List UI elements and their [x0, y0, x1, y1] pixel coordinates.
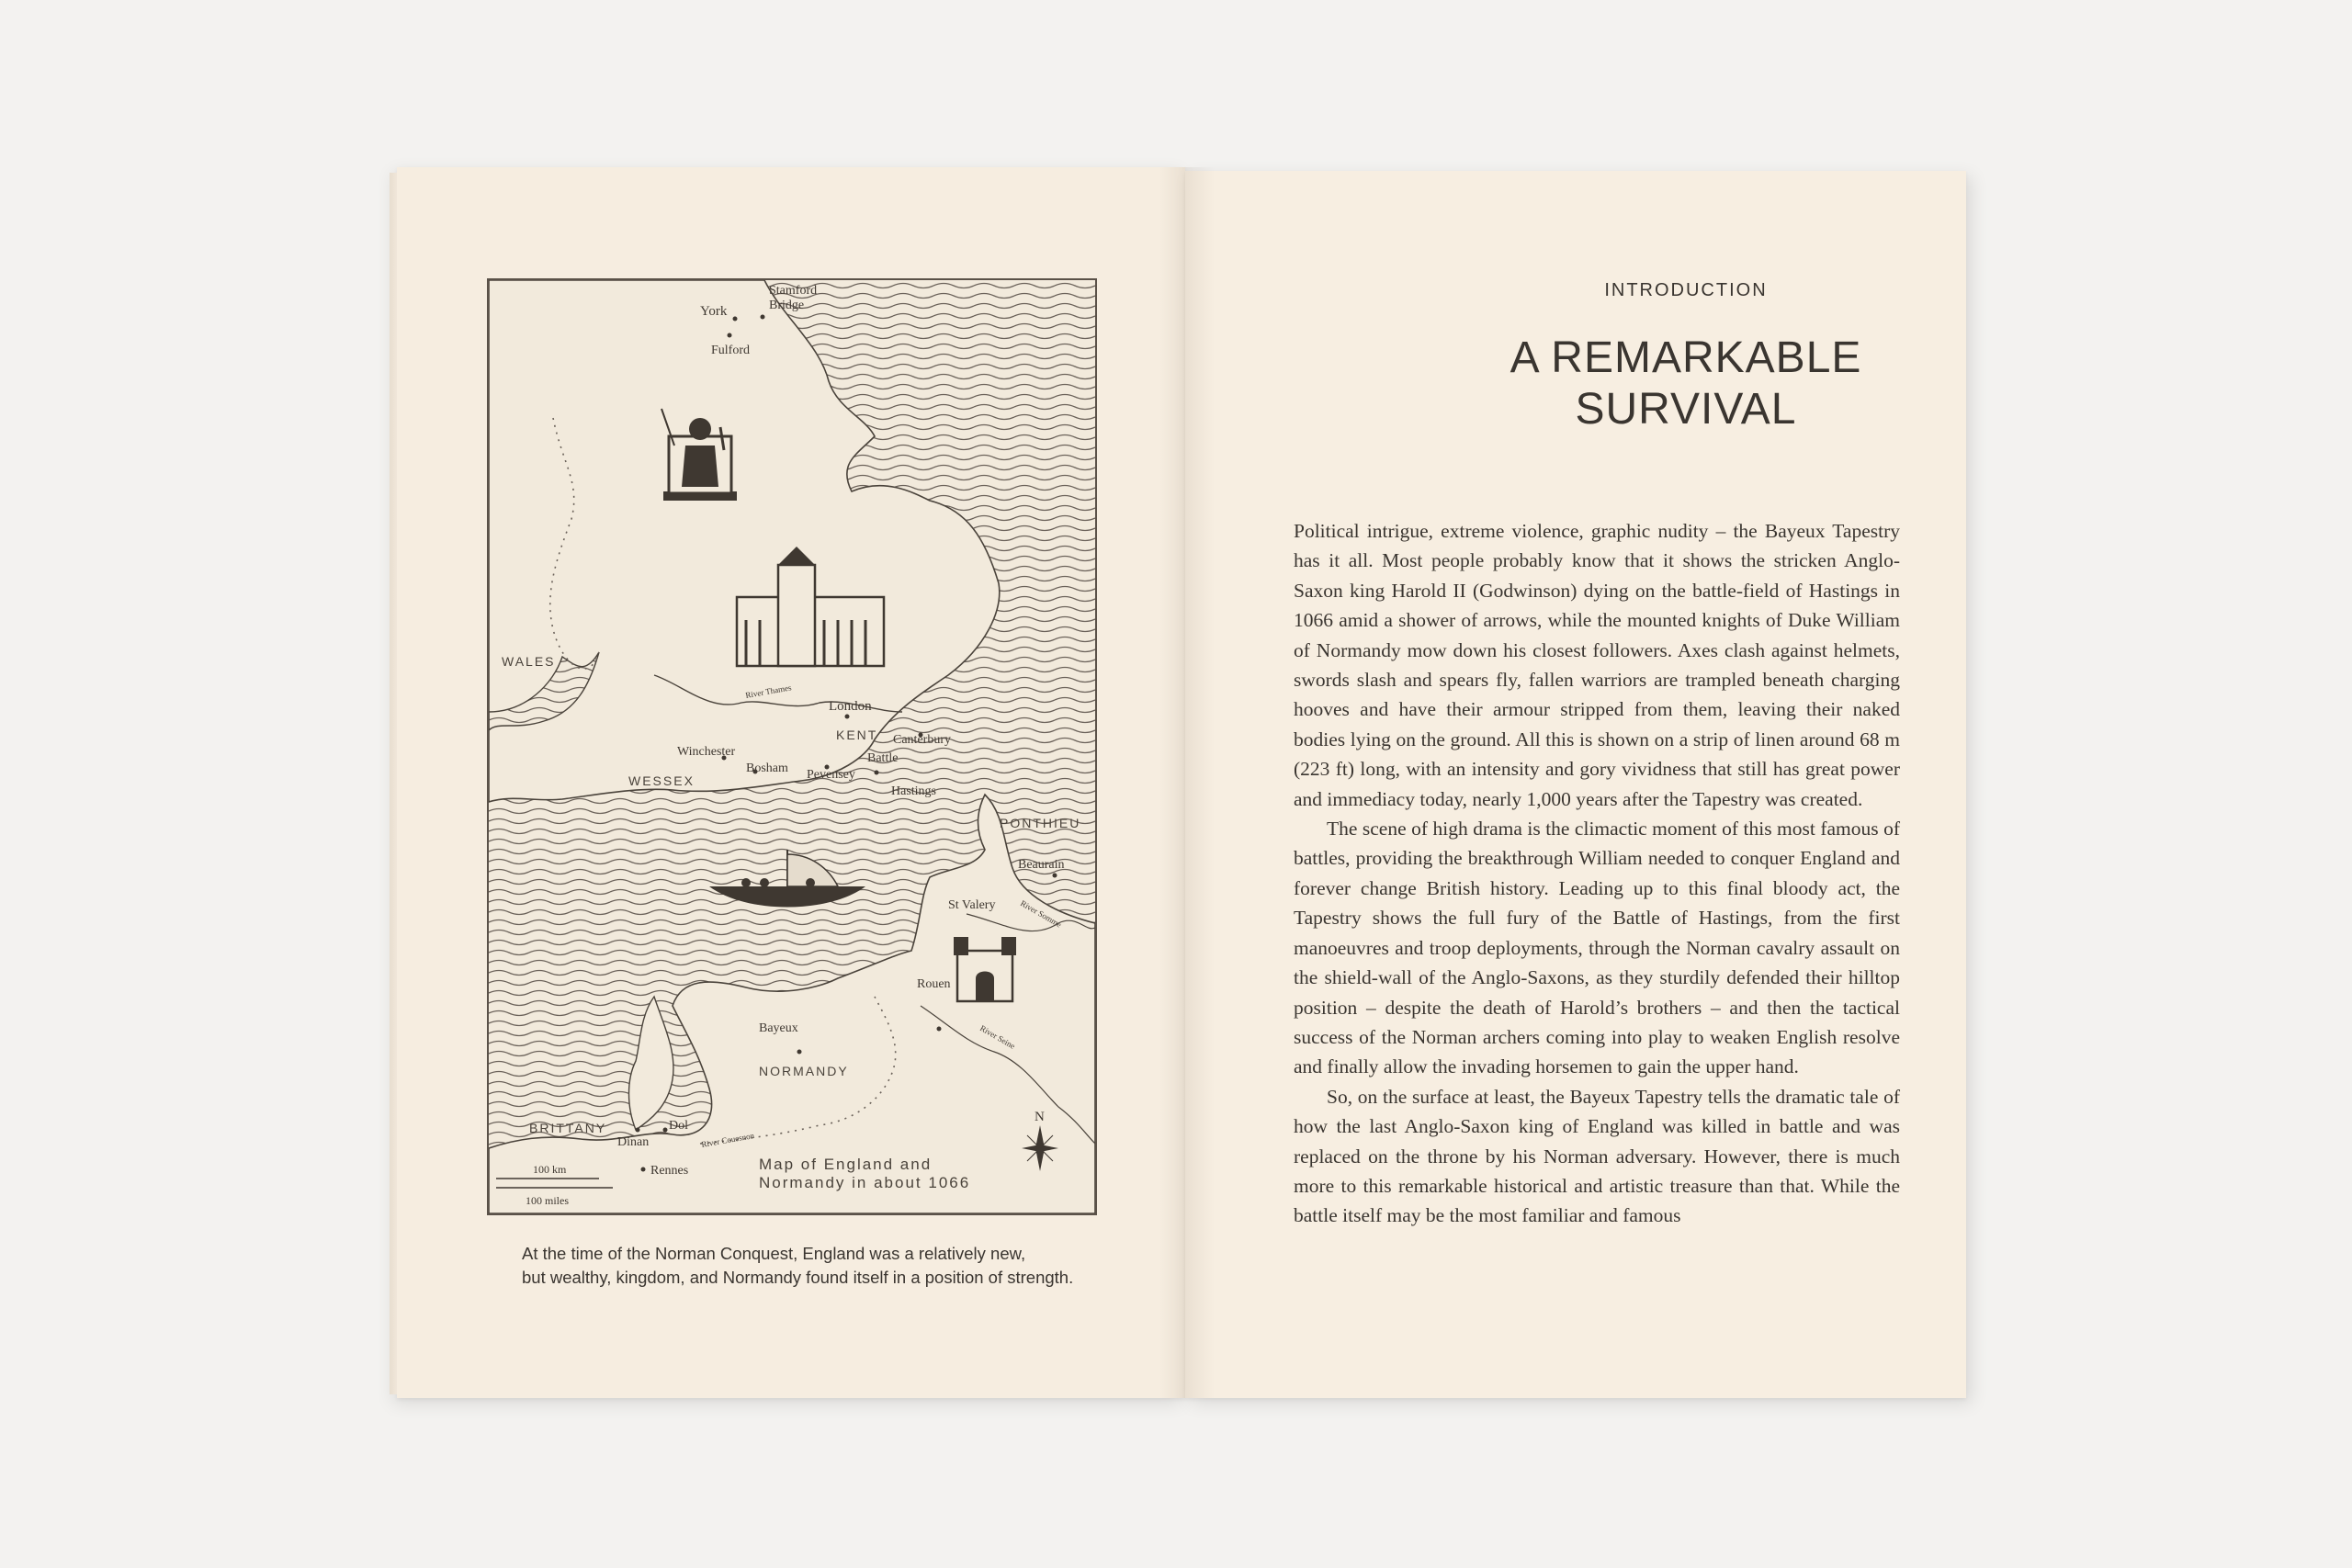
- label-river-somme: River Somme: [1019, 898, 1064, 930]
- map-illustration: [487, 278, 1097, 1215]
- scale-km-label: 100 km: [533, 1163, 567, 1176]
- map-caption: [522, 1242, 1110, 1290]
- label-stamford-2: Bridge: [769, 299, 805, 312]
- label-fulford: Fulford: [711, 344, 750, 357]
- paragraph-2: The scene of high drama is the climactic moment of this most famous of battles, providing the breakthrough William needed to conquer England and forever change British history. Leading up to this final bloody act, the Tapestry shows the full fury of the Battle of Hastings, from the first manoeuvres and troop deployments, through the Norman cavalry assault on the shield-wall of the Anglo-Saxons, as they sturdily defended their hilltop position – despite the death of Harold’s brothers – and then the tactical success of the Norman archers coming into play to weaken English resolve and finally allow the invading horsemen to gain the upper hand.: [1294, 818, 1900, 1078]
- label-kent: KENT: [836, 728, 878, 742]
- label-ponthieu: PONTHIEU: [1000, 816, 1081, 830]
- label-stamford-1: Stamford: [769, 284, 818, 298]
- scale-miles-label: 100 miles: [526, 1194, 569, 1207]
- chapter-title-line-2: SURVIVAL: [1575, 385, 1797, 434]
- caption-line-2: but wealthy, kingdom, and Normandy found itself in a position of strength.: [522, 1268, 1074, 1287]
- chapter-title: [1185, 333, 2187, 435]
- label-hastings: Hastings: [891, 784, 936, 798]
- label-st-valery: St Valery: [948, 898, 996, 912]
- label-wales: WALES: [502, 654, 556, 669]
- chapter-title-line-1: A REMARKABLE: [1510, 333, 1862, 382]
- label-river-thames: River Thames: [744, 682, 793, 700]
- label-bosham: Bosham: [746, 761, 788, 775]
- paragraph-1: Political intrigue, extreme violence, graphic nudity – the Bayeux Tapestry has it all. Most people probably know that it shows the stricken Anglo-Saxon king Harold II (Godwinson) dying on the battle-field of Hastings in 1066 amid a shower of arrows, while the mounted knights of Duke William of Normandy mow down his closest followers. Axes clash against helmets, swords slash and spears fly, fallen warriors are trampled beneath charging hooves and have their armour stripped from them, leaving their naked bodies lying on the ground. All this is shown on a strip of linen around 68 m (223 ft) long, with an intensity and gory vividness that still has great power and immediacy today, nearly 1,000 years after the Tapestry was created.: [1294, 520, 1900, 810]
- label-bayeux: Bayeux: [759, 1021, 798, 1035]
- label-river-couesnon: River Couesnon: [700, 1131, 755, 1149]
- paragraph-3: So, on the surface at least, the Bayeux Tapestry tells the dramatic tale of how the last Anglo-Saxon king of England was killed in battle and was replaced on the throne by his Norman adversary. However, there is much more to this remarkable historical and artistic treasure than that. While the battle itself may be the most familiar and famous: [1294, 1085, 1900, 1227]
- label-dinan: Dinan: [617, 1135, 650, 1149]
- map-title-line2: Normandy in about 1066: [759, 1174, 971, 1191]
- map-title-line1: Map of England and: [759, 1156, 933, 1173]
- map-svg: [489, 280, 1095, 1213]
- compass-north-label: N: [1035, 1110, 1045, 1124]
- label-rennes: Rennes: [650, 1164, 689, 1178]
- caption-line-1: At the time of the Norman Conquest, England was a relatively new,: [522, 1244, 1026, 1263]
- label-normandy: NORMANDY: [759, 1064, 849, 1078]
- label-winchester: Winchester: [677, 745, 736, 759]
- label-york: York: [700, 304, 728, 319]
- section-label: INTRODUCTION: [1604, 280, 1768, 300]
- label-beaurain: Beaurain: [1018, 858, 1065, 872]
- label-wessex: WESSEX: [628, 773, 695, 788]
- label-london: London: [829, 699, 872, 714]
- label-rouen: Rouen: [917, 977, 951, 991]
- label-battle: Battle: [867, 751, 899, 765]
- label-canterbury: Canterbury: [893, 733, 951, 747]
- body-text: [1294, 516, 1900, 1231]
- label-river-seine: River Seine: [978, 1023, 1017, 1051]
- label-pevensey: Pevensey: [807, 768, 855, 782]
- label-dol: Dol: [669, 1119, 688, 1133]
- label-brittany: BRITTANY: [529, 1121, 607, 1135]
